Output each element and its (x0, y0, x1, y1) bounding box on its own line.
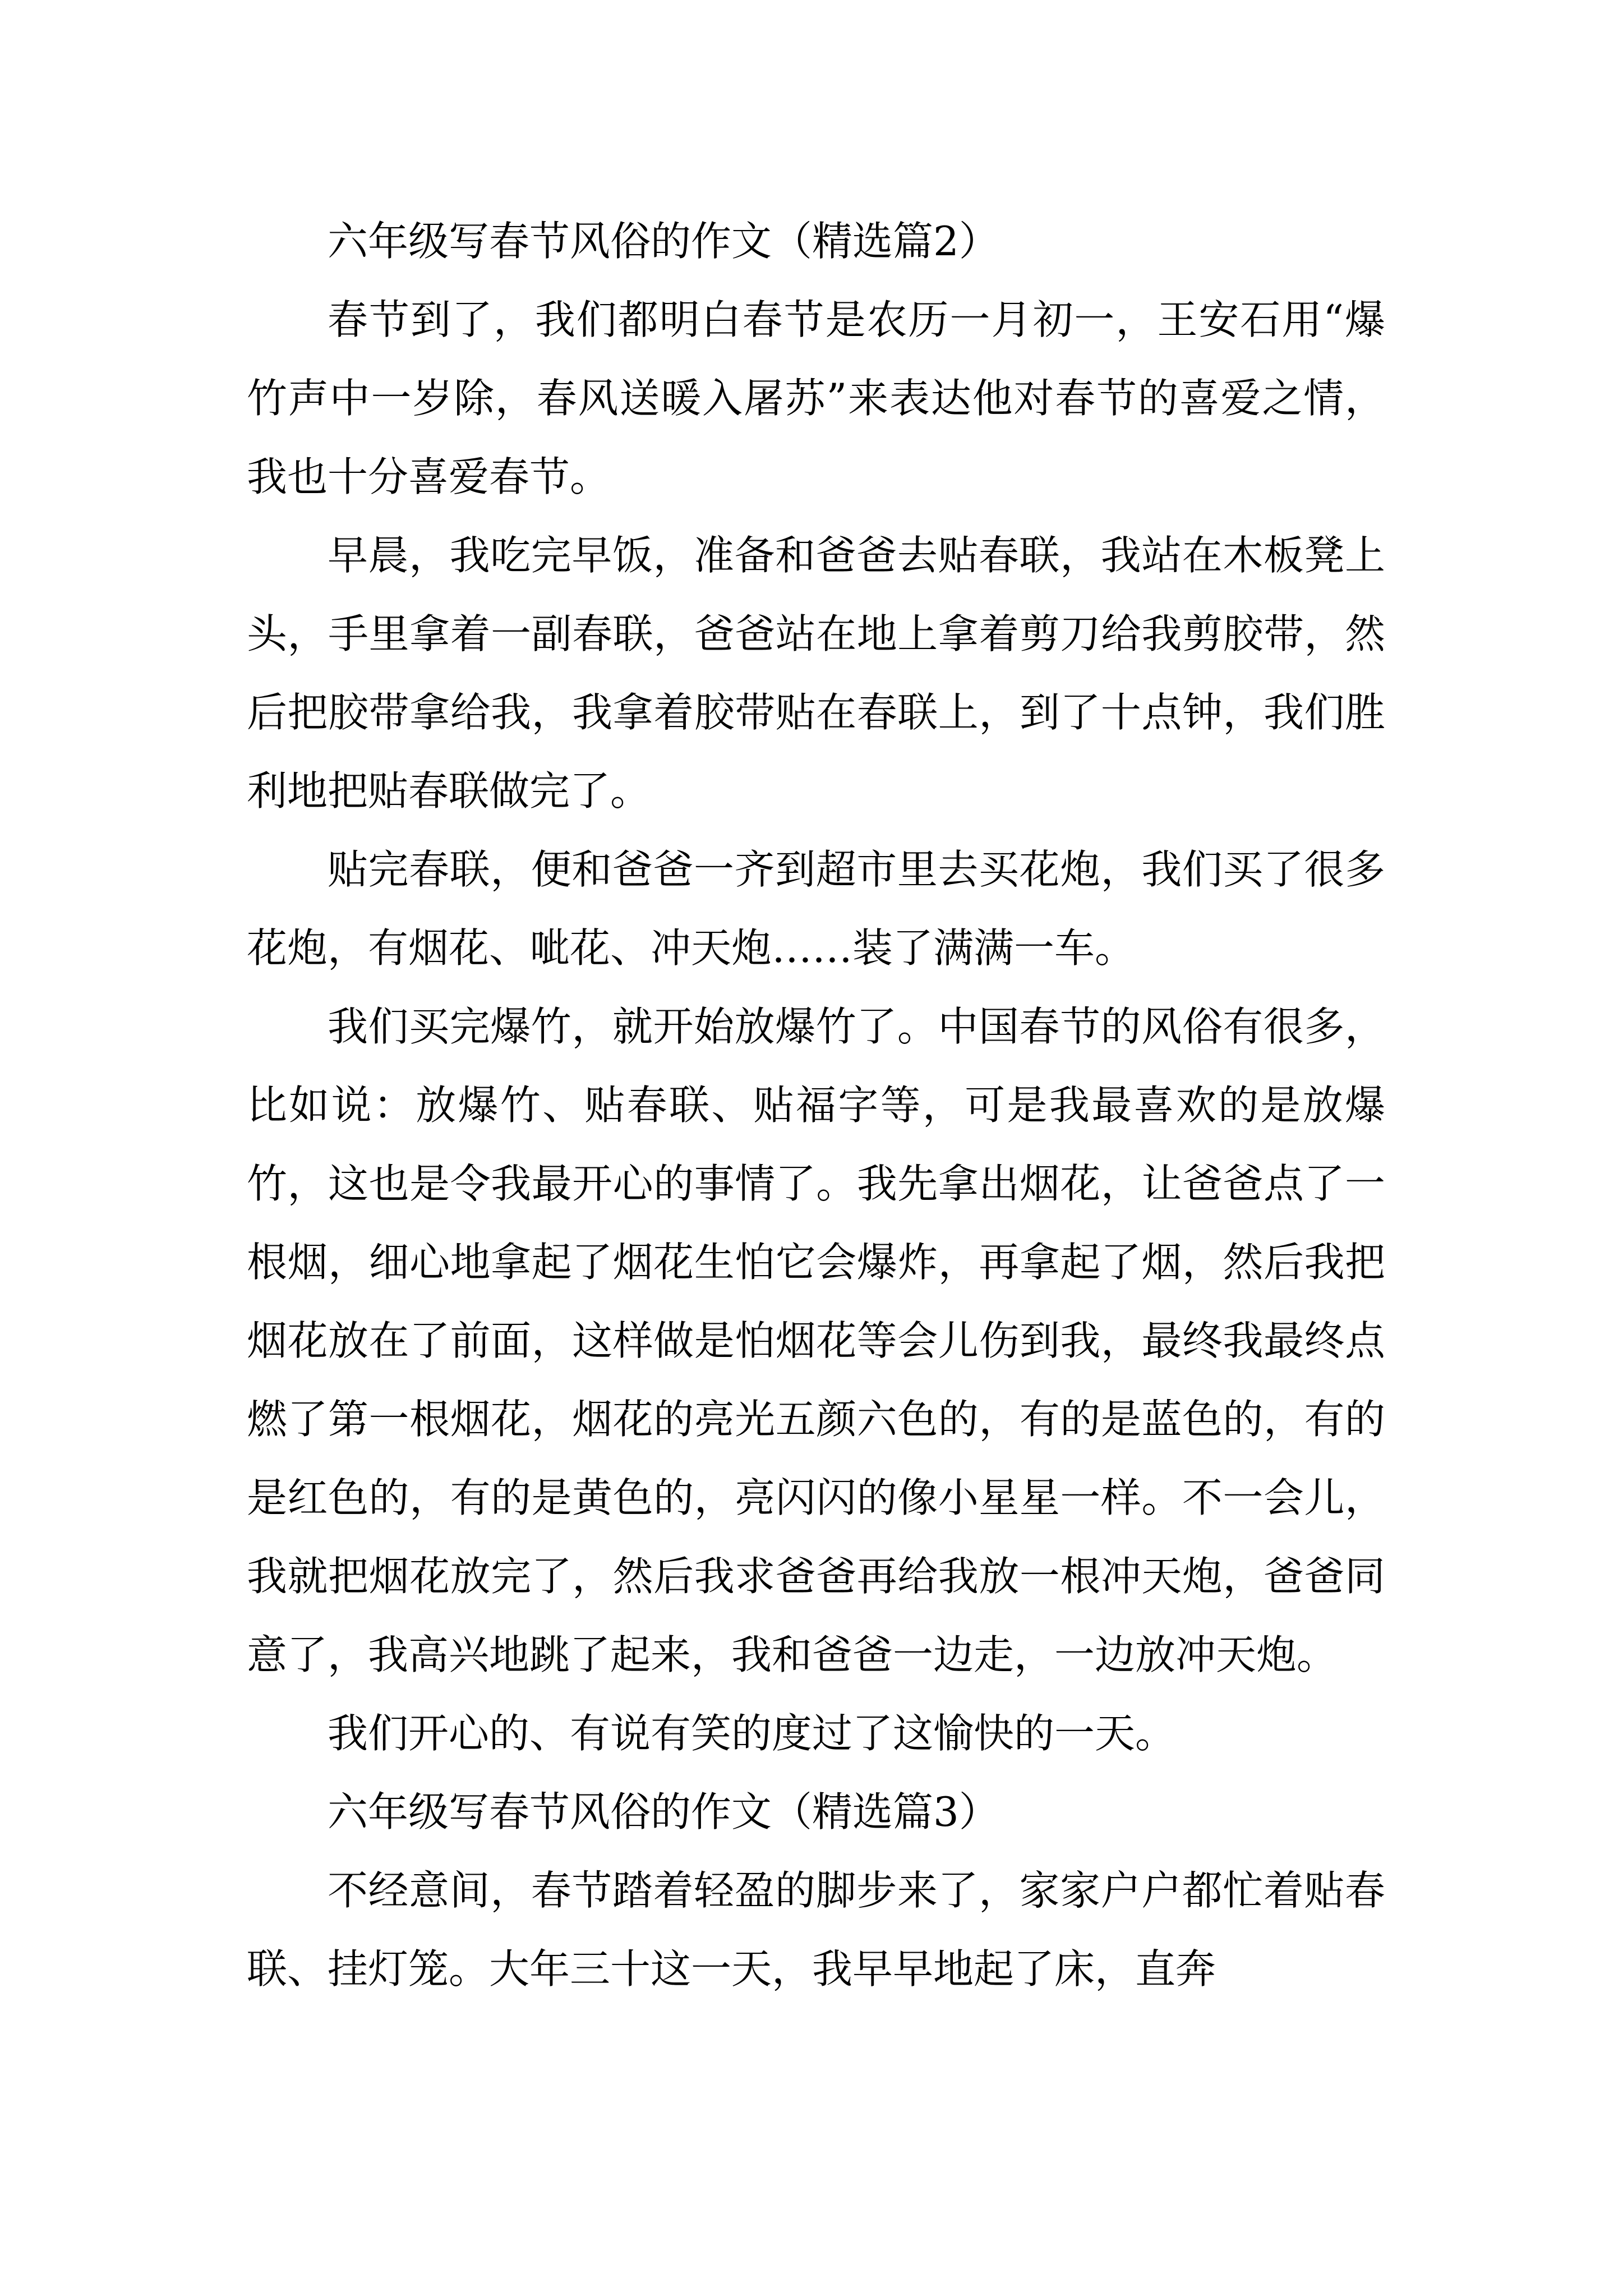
paragraph: 我们买完爆竹，就开始放爆竹了。中国春节的风俗有很多，比如说：放爆竹、贴春联、贴福字等，可是我最喜欢的是放爆竹，这也是令我最开心的事情了。我先拿出烟花，让爸爸点了一根烟，细心地拿起了烟花生怕它会爆炸，再拿起了烟，然后我把烟花放在了前面，这样做是怕烟花等会儿伤到我，最终我最终点燃了第一根烟花，烟花的亮光五颜六色的，有的是蓝色的，有的是红色的，有的是黄色的，亮闪闪的像小星星一样。不一会儿，我就把烟花放完了，然后我求爸爸再给我放一根冲天炮，爸爸同意了，我高兴地跳了起来，我和爸爸一边走，一边放冲天炮。 (247, 1003, 1385, 1678)
paragraph: 贴完春联，便和爸爸一齐到超市里去买花炮，我们买了很多花炮，有烟花、呲花、冲天炮……装了满满一车。 (247, 846, 1385, 972)
paragraph: 春节到了，我们都明白春节是农历一月初一，王安石用“爆竹声中一岁除，春风送暖入屠苏”来表达他对春节的喜爱之情，我也十分喜爱春节。 (247, 296, 1385, 500)
paragraph: 早晨，我吃完早饭，准备和爸爸去贴春联，我站在木板凳上头，手里拿着一副春联，爸爸站在地上拿着剪刀给我剪胶带，然后把胶带拿给我，我拿着胶带贴在春联上，到了十点钟，我们胜利地把贴春联做完了。 (247, 532, 1385, 815)
paragraph: 我们开心的、有说有笑的度过了这愉快的一天。 (328, 1710, 1176, 1757)
document-body (247, 202, 1385, 2008)
paragraph: 不经意间，春节踏着轻盈的脚步来了，家家户户都忙着贴春联、挂灯笼。大年三十这一天，我早早地起了床，直奔 (247, 1867, 1385, 1993)
section-heading: 六年级写春节风俗的作文（精选篇3） (328, 1788, 999, 1835)
section-heading: 六年级写春节风俗的作文（精选篇2） (328, 218, 999, 265)
